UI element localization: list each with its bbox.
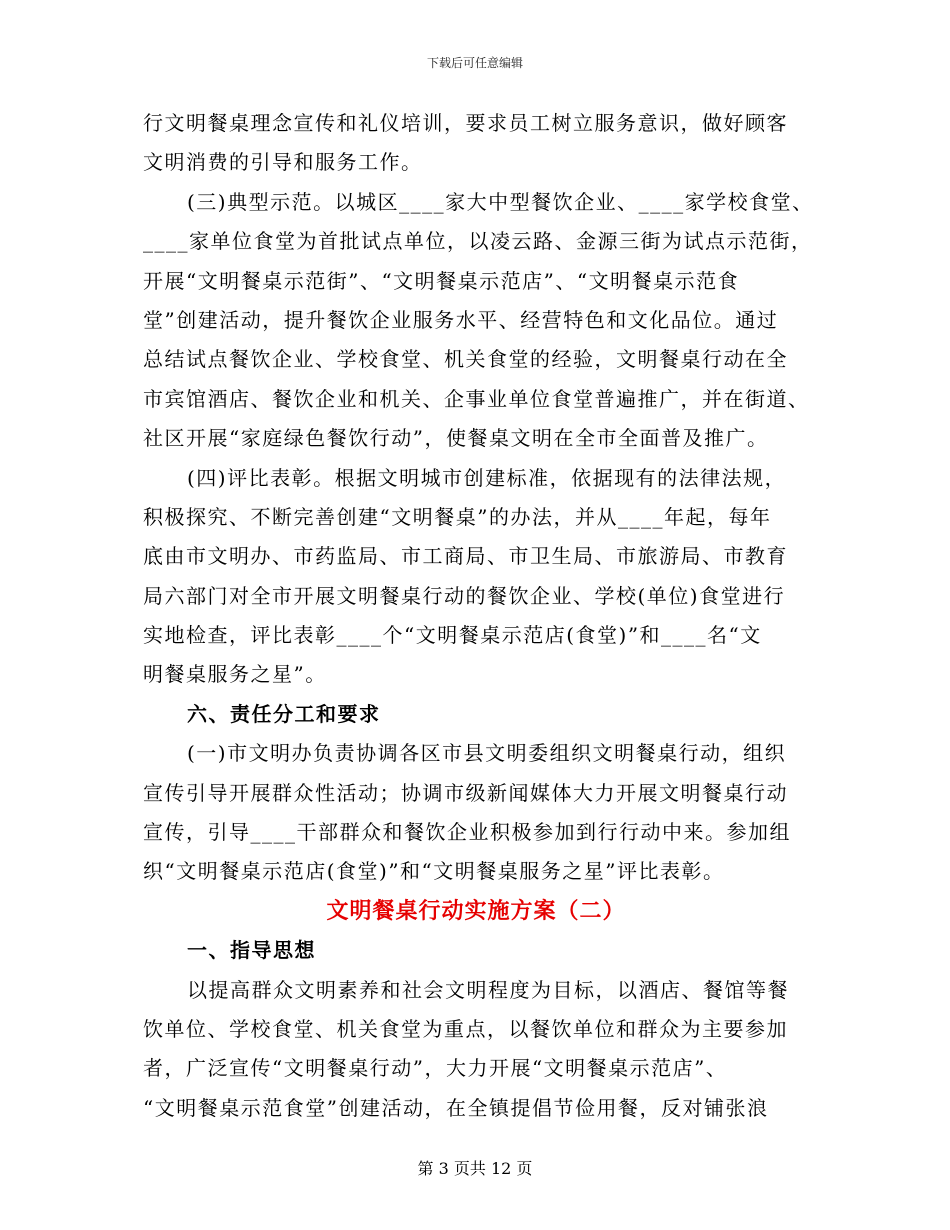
paragraph-line: 实地检查，评比表彰____个“文明餐桌示范店(食堂)”和____名“文 (143, 623, 762, 648)
paragraph-line: 宣传引导开展群众性活动；协调市级新闻媒体大力开展文明餐桌行动 (143, 780, 788, 805)
paragraph-line: 社区开展“家庭绿色餐饮行动”，使餐桌文明在全市全面普及推广。 (143, 426, 769, 451)
paragraph-line: 积极探究、不断完善创建“文明餐桌”的办法，并从____年起，每年 (143, 504, 772, 529)
paragraph-line: 以提高群众文明素养和社会文明程度为目标，以酒店、餐馆等餐 (187, 977, 789, 1002)
paragraph-line: ____家单位食堂为首批试点单位，以凌云路、金源三街为试点示范街， (143, 229, 813, 254)
page-header: 下载后可任意编辑 (426, 56, 523, 70)
paragraph-line: 局六部门对全市开展文明餐桌行动的餐饮企业、学校(单位)食堂进行 (143, 583, 786, 608)
paragraph-line: 明餐桌服务之星”。 (143, 662, 327, 687)
paragraph-line: 堂”创建活动，提升餐饮企业服务水平、经营特色和文化品位。通过 (143, 307, 779, 332)
paragraph-line: 饮单位、学校食堂、机关食堂为重点，以餐饮单位和群众为主要参加 (143, 1016, 788, 1041)
document-body (143, 104, 814, 1128)
paragraph-line: “文明餐桌示范食堂”创建活动，在全镇提倡节俭用餐，反对铺张浪 (143, 1095, 769, 1120)
section-heading: 一、指导思想 (187, 938, 316, 963)
paragraph-line: 者，广泛宣传“文明餐桌行动”，大力开展“文明餐桌示范店”、 (143, 1056, 728, 1081)
paragraph-line: 市宾馆酒店、餐饮企业和机关、企事业单位食堂普遍推广，并在街道、 (143, 386, 810, 411)
paragraph-line: 底由市文明办、市药监局、市工商局、市卫生局、市旅游局、市教育 (143, 544, 788, 569)
paragraph-line: 文明消费的引导和服务工作。 (143, 150, 423, 175)
paragraph-line: 开展“文明餐桌示范街”、“文明餐桌示范店”、“文明餐桌示范食 (143, 268, 740, 293)
section-heading: 六、责任分工和要求 (187, 701, 381, 726)
page-footer: 第 3 页共 12 页 (417, 1159, 533, 1178)
paragraph-line: 宣传，引导____干部群众和餐饮企业积极参加到行行动中来。参加组 (143, 820, 791, 845)
paragraph-line: 织“文明餐桌示范店(食堂)”和“文明餐桌服务之星”评比表彰。 (143, 859, 725, 884)
paragraph-line: (一)市文明办负责协调各区市县文明委组织文明餐桌行动，组织 (187, 741, 787, 766)
document-title: 文明餐桌行动实施方案（二） (326, 897, 626, 924)
paragraph-line: 行文明餐桌理念宣传和礼仪培训，要求员工树立服务意识，做好顾客 (143, 111, 788, 135)
paragraph-line: (三)典型示范。以城区____家大中型餐饮企业、____家学校食堂、 (187, 189, 814, 214)
paragraph-line: 总结试点餐饮企业、学校食堂、机关食堂的经验，文明餐桌行动在全 (143, 347, 788, 372)
paragraph-line: (四)评比表彰。根据文明城市创建标准，依据现有的法律法规， (187, 465, 787, 490)
